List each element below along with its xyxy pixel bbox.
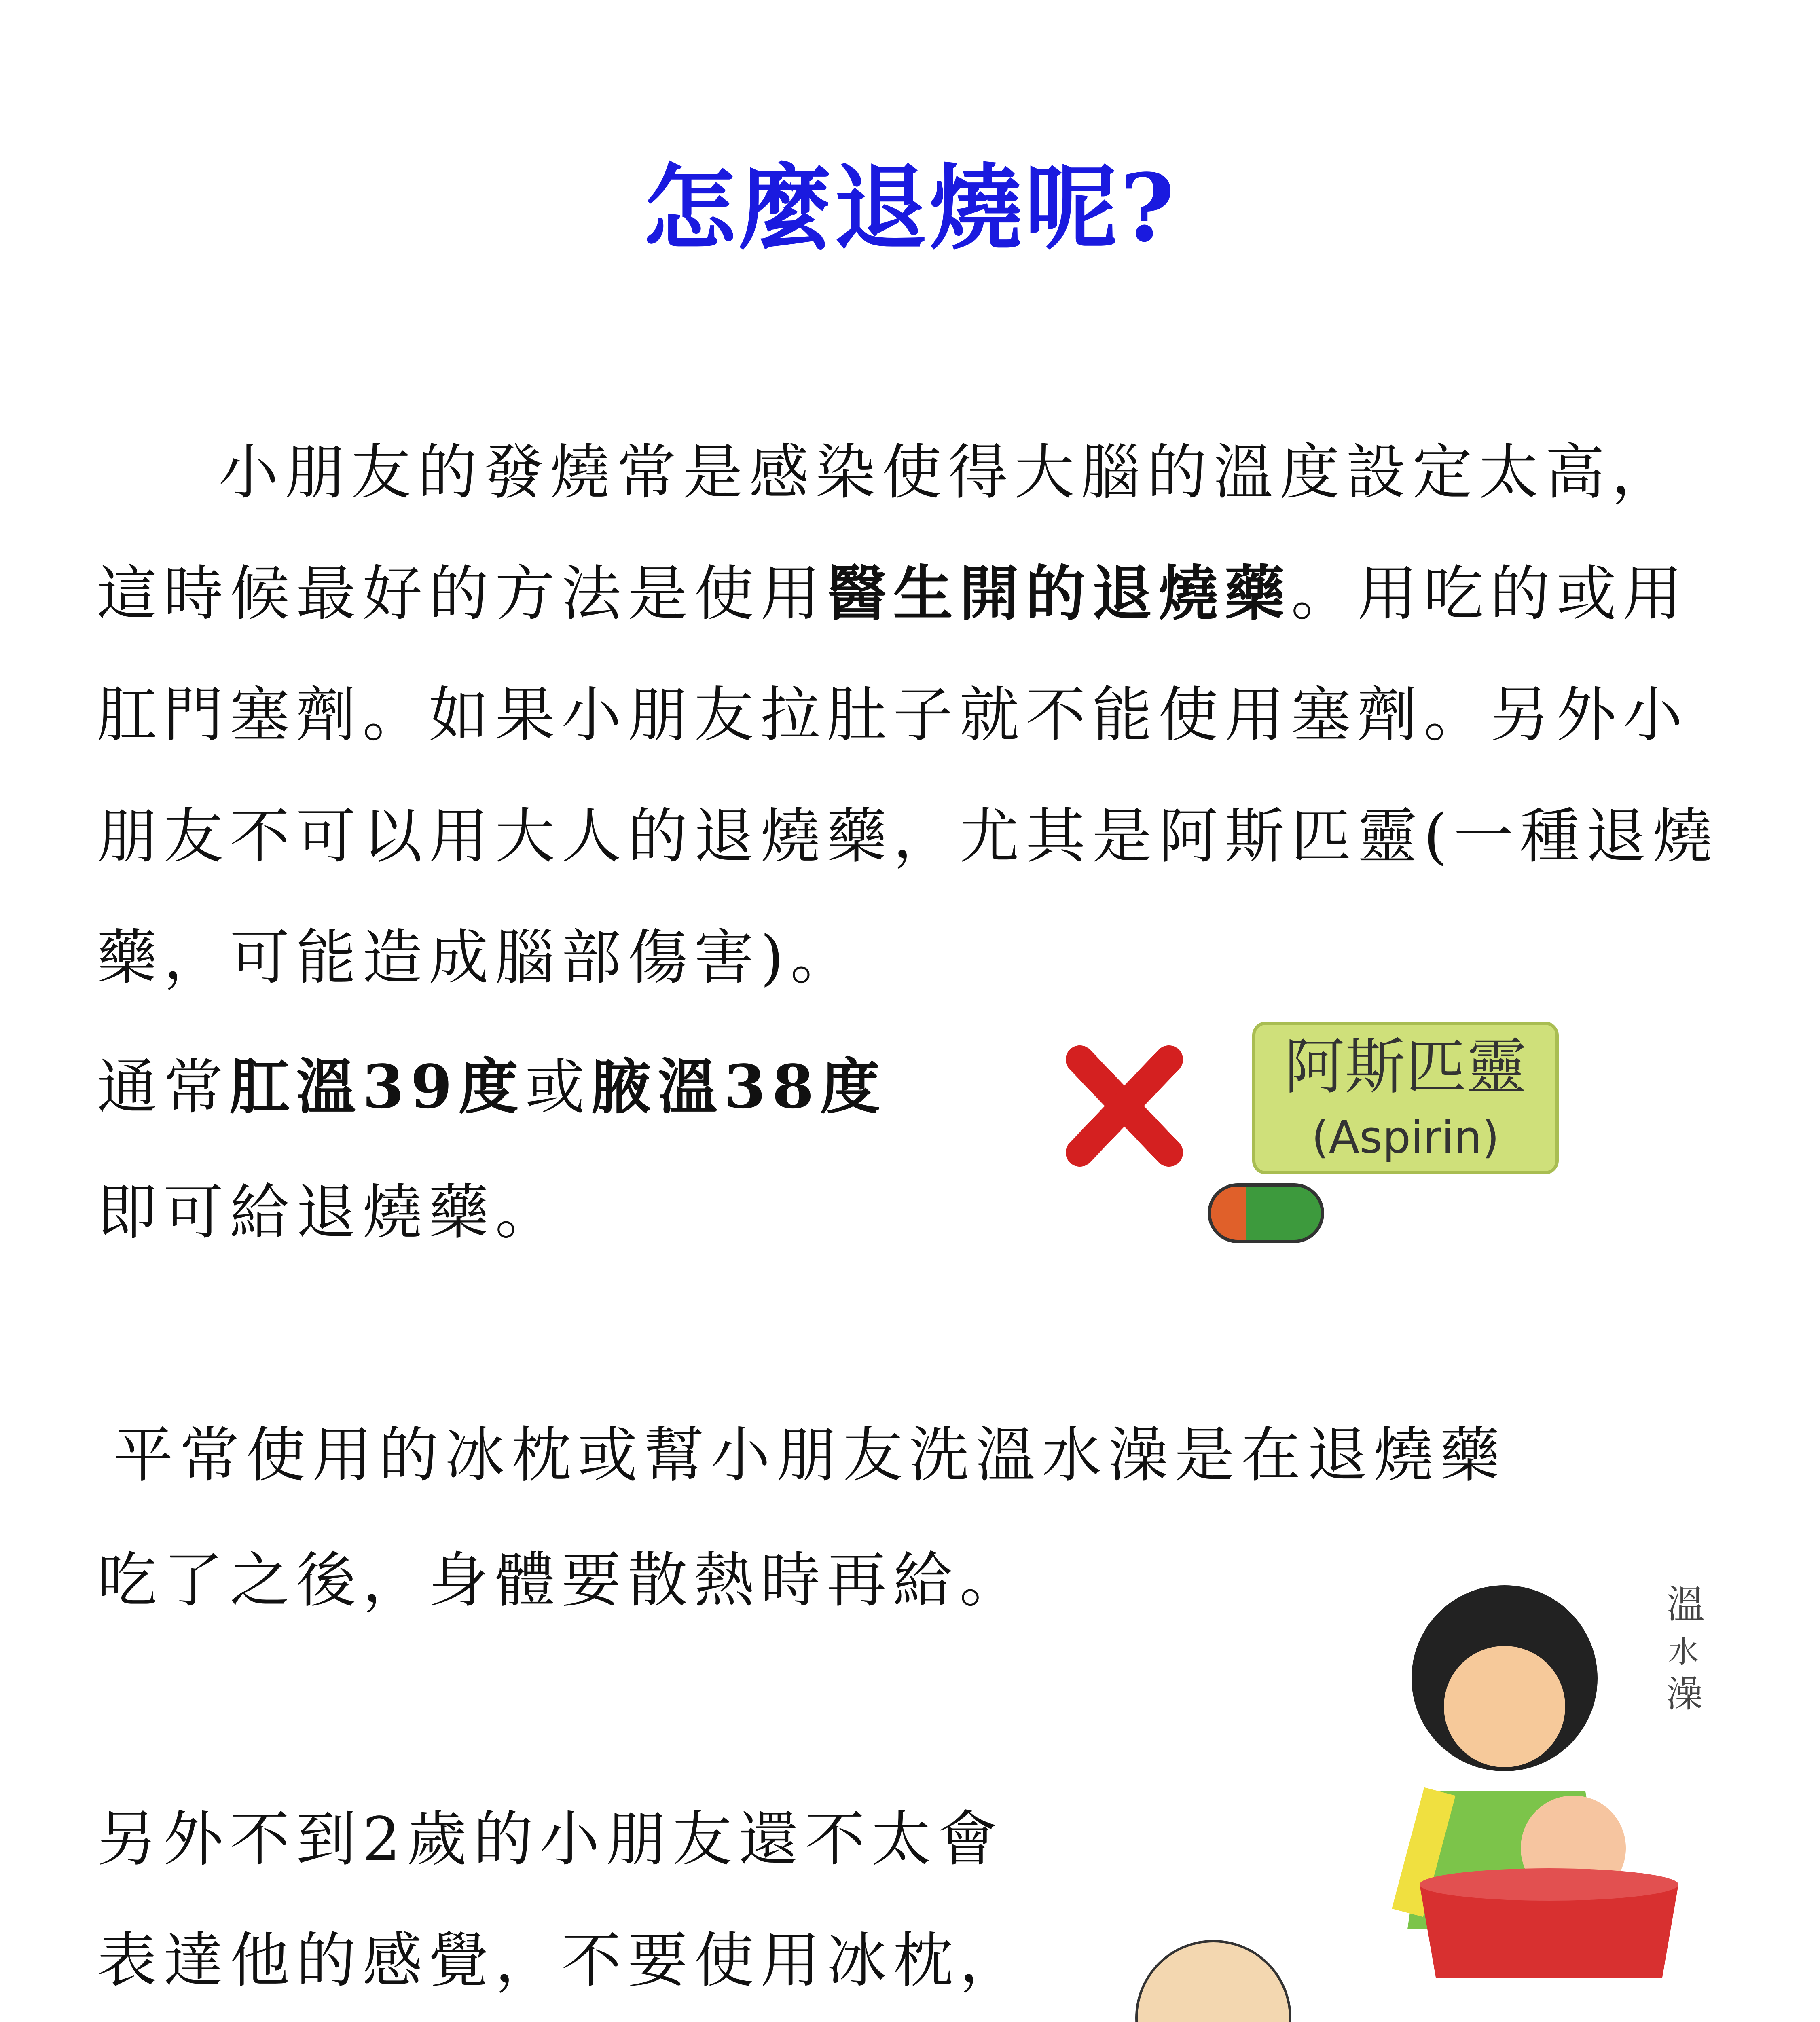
aspirin-label-chinese: 阿斯匹靈: [1284, 1032, 1527, 1102]
crying-baby-illustration: [938, 1925, 1391, 2022]
pill-icon: [1209, 1185, 1323, 1242]
p2-axillary-temp: 腋溫38度: [591, 1051, 887, 1122]
svg-text:水: 水: [1668, 1634, 1699, 1669]
p1-line2-c: 。用吃的或用: [1291, 559, 1689, 628]
p3-line2: 吃了之後，身體要散熱時再給。: [97, 1546, 1026, 1615]
p4-line1: 另外不到2歲的小朋友還不太會: [97, 1804, 1004, 1874]
p2-line1: [97, 1039, 887, 1125]
p1-line2-bold: 醫生開的退燒藥: [827, 558, 1291, 628]
p3-line1: 平常使用的冰枕或幫小朋友洗溫水澡是在退燒藥: [113, 1420, 1506, 1490]
bath-label: [1666, 1582, 1705, 1715]
baby-icon: [1116, 1941, 1314, 2022]
p1-line4: 朋友不可以用大人的退燒藥，尤其是阿斯匹靈(一種退燒: [97, 802, 1719, 871]
p2-c: 或: [525, 1052, 591, 1122]
p1-line1: 小朋友的發燒常是感染使得大腦的溫度設定太高，: [218, 438, 1678, 507]
page-title: 怎麼退燒呢?: [643, 154, 1177, 263]
red-x-icon: [1080, 1060, 1169, 1153]
p1-line3: 肛門塞劑。如果小朋友拉肚子就不能使用塞劑。另外小: [97, 680, 1689, 750]
svg-text:澡: 澡: [1666, 1673, 1703, 1715]
aspirin-label-english: (Aspirin): [1311, 1111, 1500, 1163]
bathtub-icon: [1420, 1868, 1678, 1978]
svg-text:溫: 溫: [1666, 1582, 1705, 1627]
p2-line2: 即可給退燒藥。: [97, 1178, 561, 1247]
p1-line2-a: 這時候最好的方法是使用: [97, 559, 827, 628]
p2-a: 通常: [97, 1052, 230, 1122]
bath-illustration: [1383, 1565, 1715, 1990]
p4-line2: 表達他的感覺，不要使用冰枕，: [97, 1926, 1026, 1995]
p1-line2: [97, 546, 1689, 632]
p1-line5: 藥，可能造成腦部傷害)。: [97, 923, 857, 992]
p2-rectal-temp: 肛溫39度: [230, 1051, 525, 1122]
aspirin-illustration: [1035, 1007, 1602, 1250]
